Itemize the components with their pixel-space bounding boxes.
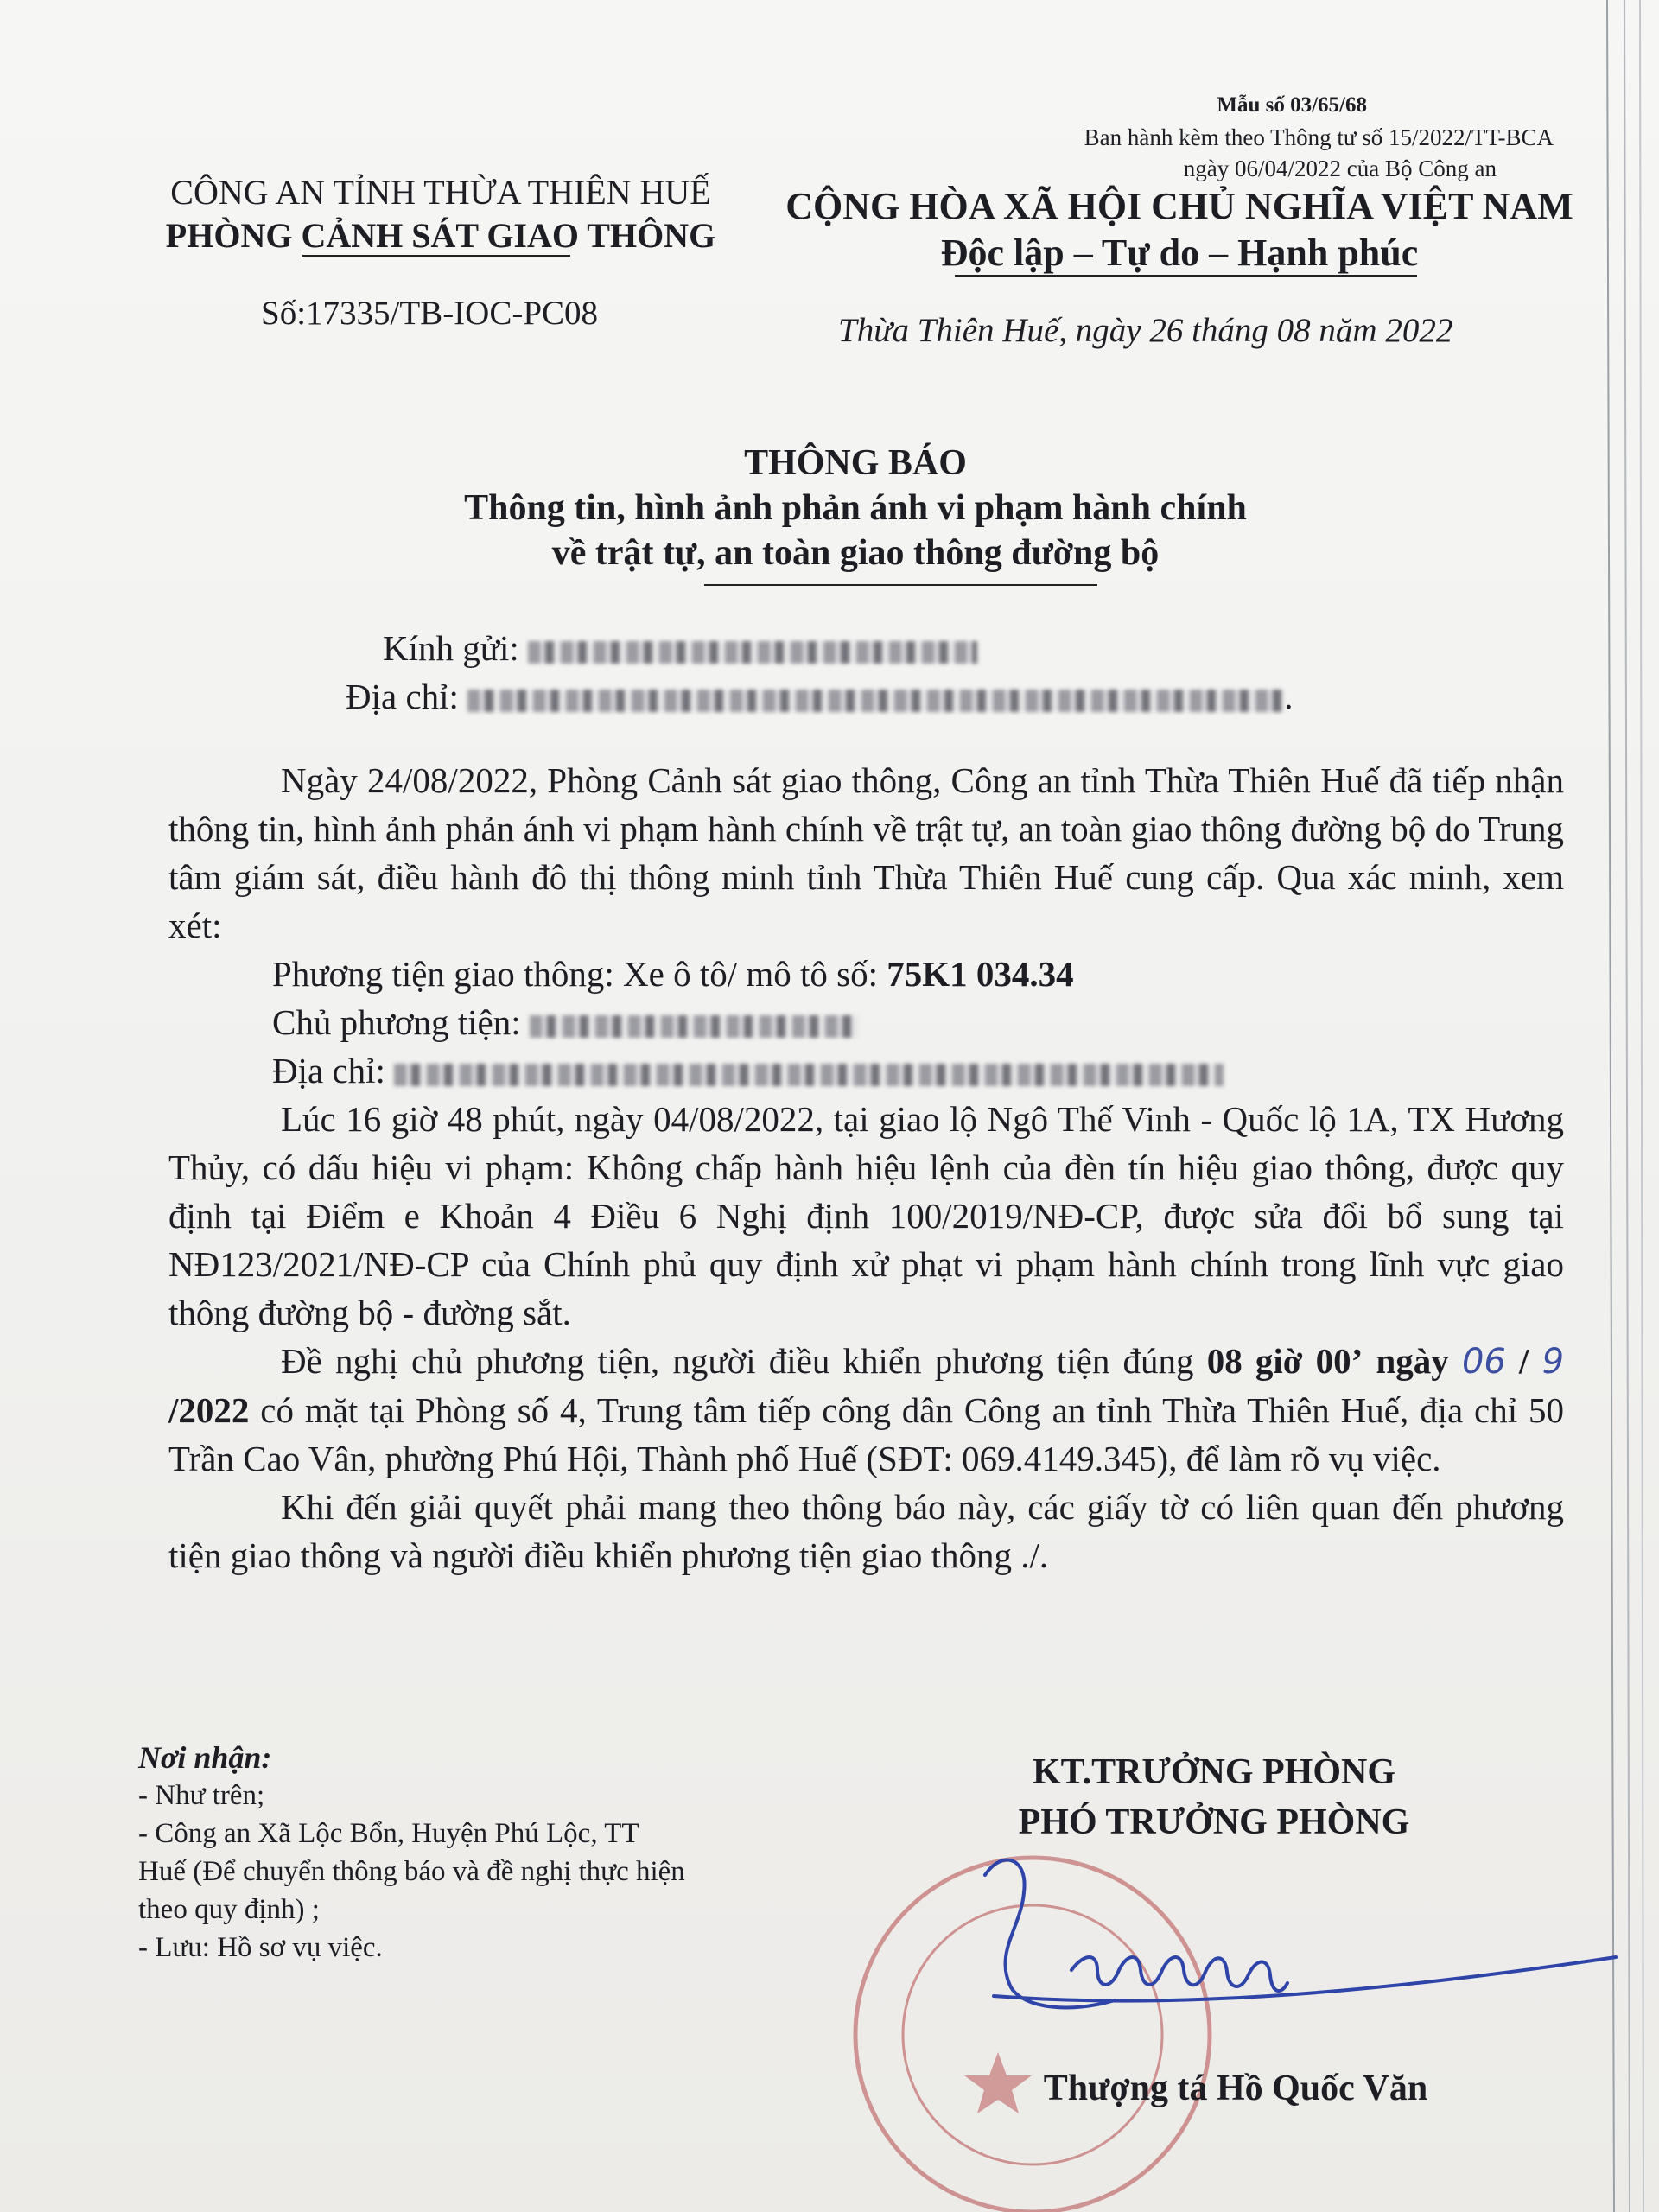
document-number: Số:17335/TB-IOC-PC08 (261, 295, 599, 332)
body-paragraph-4: Khi đến giải quyết phải mang theo thông báo này, các giấy tờ có liên quan đến phương tiện giao thông và người điều khiển phương tiện giao thông ./. (168, 1487, 1564, 1575)
recipient-item: theo quy định) ; (138, 1894, 320, 1925)
owner-address-line (168, 1046, 1564, 1095)
body-paragraph-1: Ngày 24/08/2022, Phòng Cảnh sát giao thông, Công an tỉnh Thừa Thiên Huế đã tiếp nhận thông tin, hình ảnh phản ánh vi phạm hành chính về trật tự, an toàn giao thông đường bộ do Trung tâm giám sát, điều hành đô thị thông minh tỉnh Thừa Thiên Huế cung cấp. Qua xác minh, xem xét: (168, 760, 1564, 945)
vehicle-label: Phương tiện giao thông: Xe ô tô/ mô tô số: (272, 954, 879, 994)
recipient-label: Kính gửi: (383, 628, 519, 668)
agency-parent: CÔNG AN TỈNH THỪA THIÊN HUẾ (170, 173, 711, 212)
body-paragraph-2: Lúc 16 giờ 48 phút, ngày 04/08/2022, tại giao lộ Ngô Thế Vinh - Quốc lộ 1A, TX Hương Thủy, có dấu hiệu vi phạm: Không chấp hành hiệu lệnh của đèn tín hiệu giao thông, được quy định tại Điểm e Khoản 4 Điều 6 Nghị định 100/2019/NĐ-CP, được sửa đổi bổ sung tại NĐ123/2021/NĐ-CP của Chính phủ quy định xử phạt vi phạm hành chính trong lĩnh vực giao thông đường bộ - đường sắt. (168, 1099, 1564, 1332)
form-number: Mẫu số 03/65/68 (1217, 93, 1367, 117)
vehicle-plate: 75K1 034.34 (887, 954, 1074, 994)
handwritten-month: 9 (1541, 1342, 1565, 1382)
handwritten-day: 06 (1461, 1342, 1506, 1382)
issuing-agency (130, 171, 752, 257)
owner-line (168, 998, 1564, 1046)
owner-address-label: Địa chỉ: (272, 1051, 385, 1090)
place-date: Thừa Thiên Huế, ngày 26 tháng 08 năm 2022 (838, 312, 1453, 349)
appointment-day-label: ngày (1376, 1341, 1449, 1381)
recipient-item: - Như trên; (138, 1780, 265, 1811)
issued-by-line-2: ngày 06/04/2022 của Bộ Công an (1183, 156, 1497, 181)
recipients-list (138, 1738, 847, 1967)
appointment-year: /2022 (168, 1390, 250, 1430)
appointment-time: 08 giờ 00’ (1206, 1341, 1363, 1381)
recipient-item: - Công an Xã Lộc Bổn, Huyện Phú Lộc, TT (138, 1818, 639, 1849)
national-heading (778, 183, 1581, 276)
recipients-header: Nơi nhận: (138, 1740, 272, 1775)
issued-by-line-1: Ban hành kèm theo Thông tư số 15/2022/TT-BCA (1084, 124, 1554, 150)
vehicle-line (168, 950, 1564, 998)
notice-title: THÔNG BÁO (744, 443, 967, 483)
redacted-owner-address (394, 1064, 1224, 1086)
appointment-request: Đề nghị chủ phương tiện, người điều khiển phương tiện đúng (281, 1341, 1194, 1381)
motto-underline (955, 275, 1417, 276)
notice-subtitle-2: về trật tự, an toàn giao thông đường bộ (551, 533, 1160, 573)
notice-body (168, 756, 1564, 1580)
redacted-owner (530, 1015, 858, 1038)
body-paragraph-3: Đề nghị chủ phương tiện, người điều khiển phương tiện đúng 08 giờ 00’ ngày 06 / 9 /2022 có mặt tại Phòng số 4, Trung tâm tiếp công dân Công an tỉnh Thừa Thiên Huế, địa chỉ 50 Trần Cao Vân, phường Phú Hội, Thành phố Huế (SĐT: 069.4149.345), để làm rõ vụ việc. (168, 1341, 1565, 1478)
signature-title-2: PHÓ TRƯỞNG PHÒNG (1018, 1802, 1410, 1842)
owner-label: Chủ phương tiện: (272, 1002, 521, 1042)
signer-name: Thượng tá Hồ Quốc Văn (1043, 2069, 1428, 2108)
redacted-recipient-address (467, 690, 1284, 712)
agency-underline (302, 255, 570, 257)
notice-subtitle-1: Thông tin, hình ảnh phản ánh vi phạm hành chính (464, 488, 1247, 528)
recipient-address-label: Địa chỉ: (346, 677, 459, 716)
redacted-recipient (528, 641, 977, 664)
agency-department: PHÒNG CẢNH SÁT GIAO THÔNG (165, 216, 716, 255)
title-underline (704, 584, 1097, 586)
signature-title-1: KT.TRƯỞNG PHÒNG (1033, 1752, 1395, 1792)
recipient-item: - Lưu: Hồ sơ vụ việc. (138, 1932, 383, 1963)
recipient-block: Kính gửi: Địa chỉ: . (346, 628, 1294, 716)
appointment-location: có mặt tại Phòng số 4, Trung tâm tiếp công dân Công an tỉnh Thừa Thiên Huế, địa chỉ 50 Trần Cao Vân, phường Phú Hội, Thành phố Huế (SĐT: 069.4149.345), để làm rõ vụ việc. (168, 1390, 1565, 1478)
notice-title-block (320, 441, 1391, 575)
nation-name: CỘNG HÒA XÃ HỘI CHỦ NGHĨA VIỆT NAM (785, 185, 1573, 227)
nation-motto: Độc lập – Tự do – Hạnh phúc (940, 232, 1419, 274)
handwritten-signature (942, 1823, 1650, 2091)
recipient-item: Huế (Để chuyển thông báo và đề nghị thực hiện (138, 1856, 685, 1887)
